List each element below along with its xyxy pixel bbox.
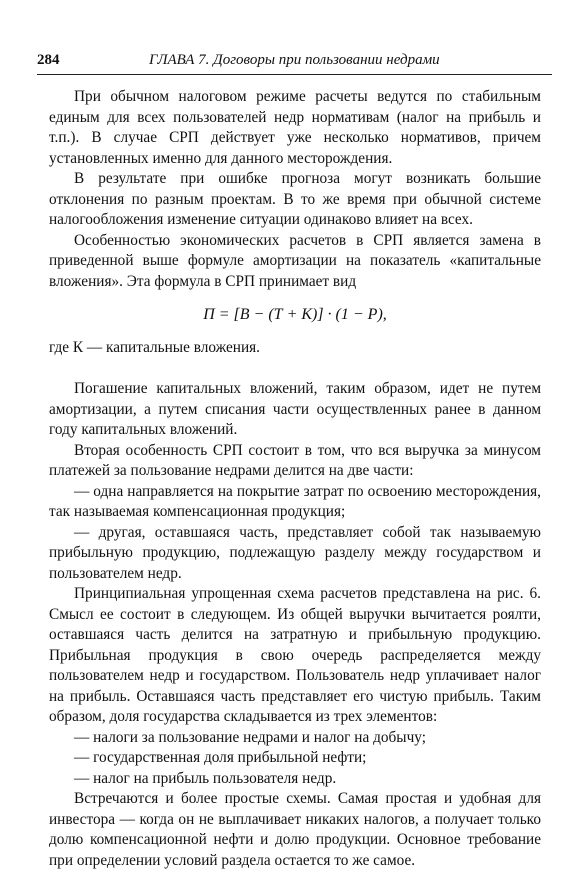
list-item: — налог на прибыль пользователя недр. bbox=[74, 769, 337, 787]
paragraph: Вторая особенность СРП состоит в том, что вся выручка за минусом платежей за пользование недрами делится на две части: bbox=[49, 441, 541, 479]
page-header bbox=[37, 52, 552, 75]
list-item: — государственная доля прибыльной нефти; bbox=[74, 749, 367, 766]
spacer bbox=[49, 358, 541, 379]
list-item: — налоги за пользование недрами и налог на добычу; bbox=[74, 728, 426, 746]
paragraph: При обычном налоговом режиме расчеты ведутся по стабильным единым для всех пользователей недр нормативам (налог на прибыль и т.п.). В случае СРП действует уже несколько нормативов, причем установленных именно для данного месторождения. bbox=[49, 88, 541, 167]
body-text bbox=[49, 87, 541, 871]
paragraph: Особенностью экономических расчетов в СРП является замена в приведенной выше формуле амортизации на показатель «капитальные вложения». Эта формула в СРП принимает вид bbox=[49, 231, 541, 290]
paragraph: Погашение капитальных вложений, таким образом, идет не путем амортизации, а путем списания части осуществленных ранее в данном году капитальных вложений. bbox=[49, 380, 541, 438]
formula-legend: где К — капитальные вложения. bbox=[49, 338, 261, 356]
paragraph: Принципиальная упрощенная схема расчетов представлена на рис. 6. Смысл ее состоит в следующем. Из общей выручки вычитается роялти, оставшаяся часть делится на затратную и прибыльную продукцию. Прибыльная продукция в свою очередь распределяется между пользователем недр и государством. Пользователь недр уплачивает налог на прибыль. Оставшаяся часть представляет его чистую прибыль. Таким образом, доля государства складывается из трех элементов: bbox=[49, 585, 541, 725]
page-number: 284 bbox=[37, 52, 60, 68]
paragraph: В результате при ошибке прогноза могут возникать большие отклонения по разным проектам. В то же время при обычной системе налогообложения изменение ситуации одинаково влияет на всех. bbox=[49, 170, 541, 228]
running-title: ГЛАВА 7. Договоры при пользовании недрами bbox=[149, 52, 440, 68]
list-item: — одна направляется на покрытие затрат по освоению месторождения, так называемая компенсационная продукция; bbox=[49, 482, 541, 520]
paragraph: Встречаются и более простые схемы. Самая простая и удобная для инвестора — когда он не выплачивает никаких налогов, а получает только долю компенсационной нефти и долю продукции. Основное требование при определении условий раздела остается то же самое. bbox=[49, 790, 541, 869]
list-item: — другая, оставшаяся часть, представляет собой так называемую прибыльную продукцию, подлежащую разделу между государством и пользователем недр. bbox=[49, 523, 541, 582]
formula: П = [В − (Т + К)] · (1 − Р), bbox=[203, 306, 387, 323]
